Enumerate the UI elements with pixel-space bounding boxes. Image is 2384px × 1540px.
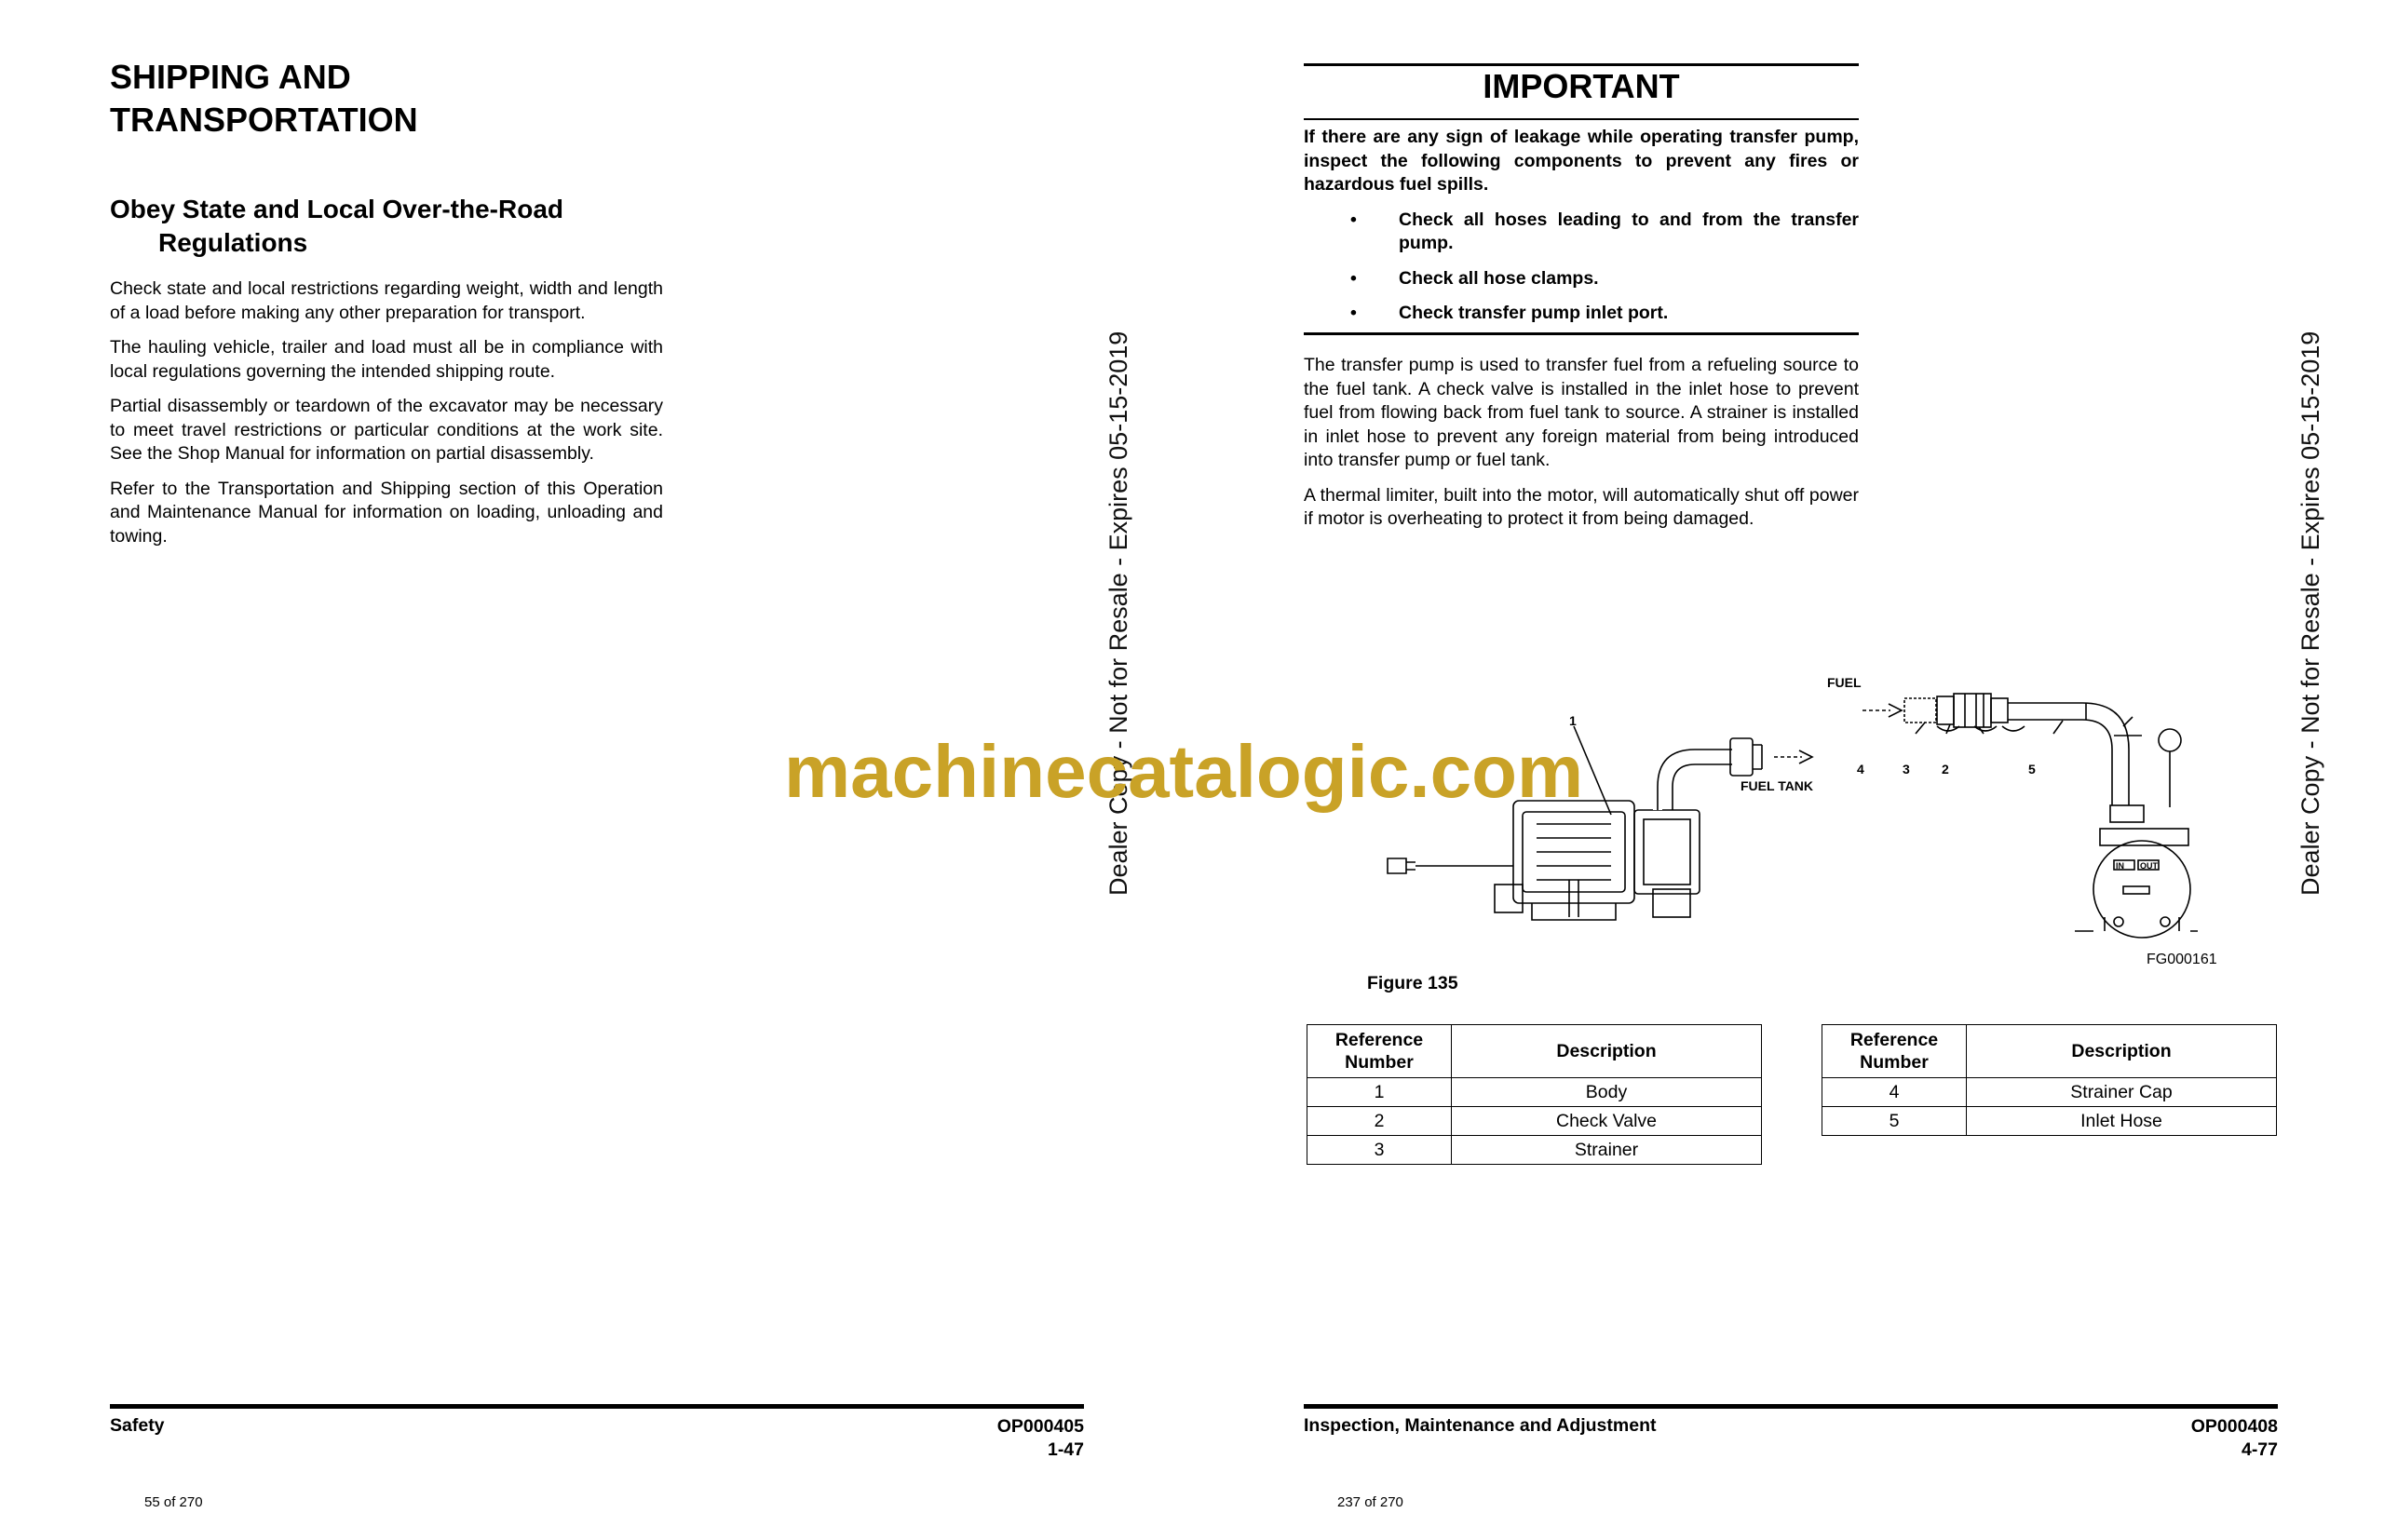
figure-code: FG000161: [2147, 952, 2217, 967]
important-title: IMPORTANT: [1483, 67, 1680, 105]
description-cell: Strainer: [1452, 1136, 1762, 1165]
paragraph: The hauling vehicle, trailer and load must all be in compliance with local regulations governing the intended shipping route.: [110, 337, 663, 382]
ref-number-header: Reference Number: [1822, 1025, 1967, 1078]
callout-5: 5: [2028, 762, 2036, 777]
bullet-icon: •: [1350, 267, 1357, 289]
ref-number-cell: 5: [1822, 1107, 1967, 1136]
footer-code: OP000408: [2190, 1416, 2278, 1437]
table-row: [1307, 1107, 1762, 1136]
table-header-row: [1307, 1025, 1762, 1078]
site-watermark: machinecatalogic.com: [784, 730, 1584, 813]
callout-3: 3: [1903, 762, 1910, 777]
ref-number-cell: 4: [1822, 1078, 1967, 1107]
footer-section: Inspection, Maintenance and Adjustment: [1304, 1415, 1657, 1436]
list-item: [1304, 302, 1859, 326]
page-title: [110, 56, 418, 142]
fuel-label: FUEL: [1827, 675, 1862, 690]
footer-page-ref: [2032, 1415, 2278, 1462]
figure-caption: Figure 135: [1367, 973, 1458, 993]
page-title-line1: SHIPPING AND: [110, 58, 351, 96]
important-mid-rule: [1304, 118, 1859, 120]
ref-number-cell: 2: [1307, 1107, 1452, 1136]
important-top-rule: [1304, 63, 1859, 66]
paragraph: Refer to the Transportation and Shipping section of this Operation and Maintenance Manual for information on loading, unloading and towing.: [110, 478, 663, 547]
footer-page-ref: [838, 1415, 1084, 1462]
ref-number-cell: 3: [1307, 1136, 1452, 1165]
description-cell: Body: [1452, 1078, 1762, 1107]
page-counter: 55 of 270: [144, 1494, 203, 1510]
callout-2: 2: [1942, 762, 1949, 777]
footer-rule: [110, 1404, 1084, 1409]
paragraph: The transfer pump is used to transfer fuel from a refueling source to the fuel tank. A check valve is installed in the inlet hose to prevent fuel from flowing back from fuel tank to source. A strainer is installed in inlet hose to prevent any foreign material from being introduced into transfer pump or fuel tank.: [1304, 355, 1859, 470]
list-item: [1304, 209, 1859, 256]
section-heading: [110, 193, 563, 260]
dealer-copy-watermark: Dealer Copy - Not for Resale - Expires 05-15-2019: [2296, 331, 2324, 896]
bullet-text: Check all hoses leading to and from the transfer pump.: [1399, 209, 1859, 253]
description-cell: Strainer Cap: [1967, 1078, 2277, 1107]
footer-page-number: 4-77: [2241, 1439, 2278, 1460]
right-body-text: [1304, 354, 1859, 543]
important-bullet-list: [1304, 209, 1859, 326]
section-heading-line2: Regulations: [158, 228, 308, 257]
footer-section: Safety: [110, 1415, 165, 1436]
dealer-copy-watermark: Dealer Copy - Not for Resale - Expires 05-15-2019: [1104, 331, 1132, 896]
ref-number-cell: 1: [1307, 1078, 1452, 1107]
footer-code: OP000405: [996, 1416, 1084, 1437]
bullet-text: Check transfer pump inlet port.: [1399, 303, 1669, 323]
fuel-tank-label: FUEL TANK: [1741, 778, 1814, 793]
paragraph: A thermal limiter, built into the motor, will automatically shut off power if motor is overheating to protect it from being damaged.: [1304, 484, 1859, 529]
footer-page-number: 1-47: [1047, 1439, 1084, 1460]
table-row: [1822, 1107, 2277, 1136]
description-cell: Check Valve: [1452, 1107, 1762, 1136]
page-title-line2: TRANSPORTATION: [110, 101, 418, 139]
left-body-text: [110, 277, 663, 560]
description-header: Description: [1967, 1025, 2277, 1078]
bullet-text: Check all hose clamps.: [1399, 267, 1599, 289]
page-counter: 237 of 270: [1337, 1494, 1403, 1510]
important-box: [1304, 126, 1859, 337]
table-row: [1307, 1078, 1762, 1107]
paragraph: Check state and local restrictions regarding weight, width and length of a load before making any other preparation for transport.: [110, 278, 663, 323]
important-bottom-rule: [1304, 332, 1859, 335]
reference-table-left: [1307, 1024, 1762, 1165]
in-port-label: IN: [2116, 861, 2124, 871]
list-item: [1304, 267, 1859, 291]
description-header: Description: [1452, 1025, 1762, 1078]
callout-1: 1: [1569, 713, 1577, 728]
bullet-icon: •: [1350, 303, 1357, 323]
table-row: [1822, 1078, 2277, 1107]
reference-table-right: [1822, 1024, 2277, 1136]
table-header-row: [1822, 1025, 2277, 1078]
section-heading-line1: Obey State and Local Over-the-Road: [110, 195, 563, 223]
bullet-icon: •: [1350, 209, 1357, 230]
callout-4: 4: [1857, 762, 1864, 777]
ref-number-header: Reference Number: [1307, 1025, 1452, 1078]
description-cell: Inlet Hose: [1967, 1107, 2277, 1136]
paragraph: Partial disassembly or teardown of the excavator may be necessary to meet travel restrictions or particular conditions at the work site. See the Shop Manual for information on partial disassembly.: [110, 396, 663, 464]
table-row: [1307, 1136, 1762, 1165]
footer-rule: [1304, 1404, 2278, 1409]
out-port-label: OUT: [2140, 861, 2158, 871]
important-intro: If there are any sign of leakage while operating transfer pump, inspect the following components to prevent any fires or hazardous fuel spills.: [1304, 127, 1859, 195]
